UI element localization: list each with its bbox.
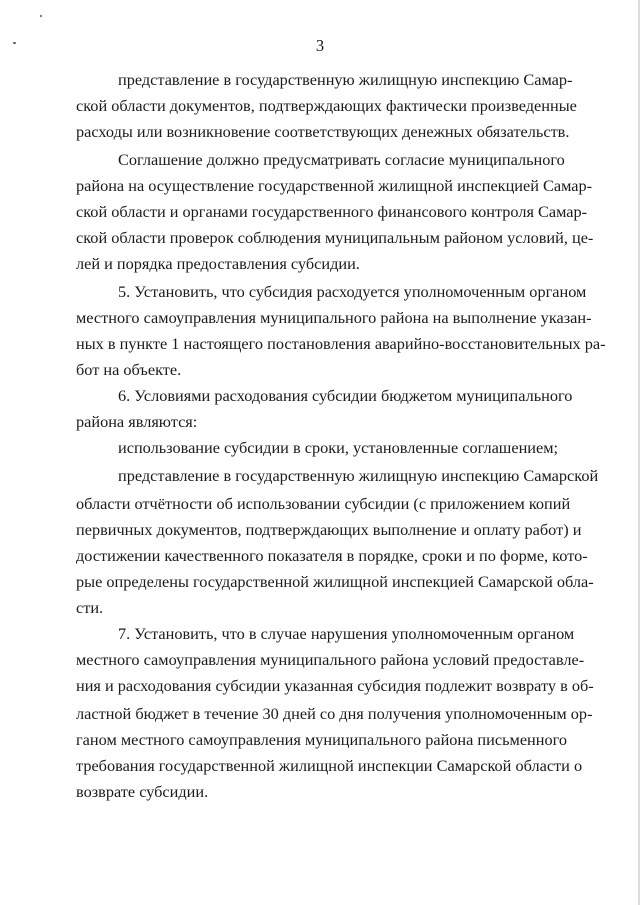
text-line: 6. Условиями расходования субсидии бюджетом муниципального (118, 386, 573, 405)
text-line: 5. Установить, что субсидия расходуется уполномоченным органом (118, 282, 587, 301)
text-line: представление в государственную жилищную инспекцию Самарской (118, 466, 599, 485)
text-line: требования государственной жилищной инспекции Самарской области о (76, 756, 583, 775)
text-line: местного самоуправления муниципального района условий предоставле- (76, 650, 585, 669)
text-line: 7. Установить, что в случае нарушения уполномоченным органом (118, 624, 575, 643)
text-line: бот на объекте. (76, 360, 182, 379)
scan-speck (40, 15, 42, 17)
text-line: использование субсидии в сроки, установленные соглашением; (118, 438, 559, 457)
text-line: ния и расходования субсидии указанная субсидия подлежит возврату в об- (76, 676, 594, 695)
text-line: Соглашение должно предусматривать согласие муниципального (118, 150, 565, 169)
text-line: местного самоуправления муниципального района на выполнение указан- (76, 308, 592, 327)
text-line: возврате субсидии. (76, 782, 209, 801)
text-line: первичных документов, подтверждающих выполнение и оплату работ) и (76, 520, 582, 539)
text-line: достижении качественного показателя в порядке, сроки и по форме, кото- (76, 546, 588, 565)
text-line: ской области проверок соблюдения муниципальным районом условий, це- (76, 228, 594, 247)
text-line: района являются: (76, 412, 198, 431)
text-line: лей и порядка предоставления субсидии. (76, 254, 360, 273)
text-line: ской области и органами государственного финансового контроля Самар- (76, 202, 588, 221)
text-line: ской области документов, подтверждающих фактически произведенные (76, 96, 577, 115)
text-line: области отчётности об использовании субсидии (с приложением копий (76, 494, 571, 513)
text-line: ганом местного самоуправления муниципального района письменного (76, 730, 568, 749)
text-line: рые определены государственной жилищной инспекцией Самарской обла- (76, 572, 594, 591)
text-line: ластной бюджет в течение 30 дней со дня получения уполномоченным ор- (76, 704, 593, 723)
text-line: ных в пункте 1 настоящего постановления аварийно-восстановительных ра- (76, 334, 606, 353)
text-line: расходы или возникновение соответствующих денежных обязательств. (76, 122, 570, 141)
text-line: района на осуществление государственной жилищной инспекцией Самар- (76, 176, 593, 195)
text-line: представление в государственную жилищную инспекцию Самар- (118, 70, 573, 89)
page-number: 3 (315, 36, 325, 55)
text-line: сти. (76, 598, 104, 617)
